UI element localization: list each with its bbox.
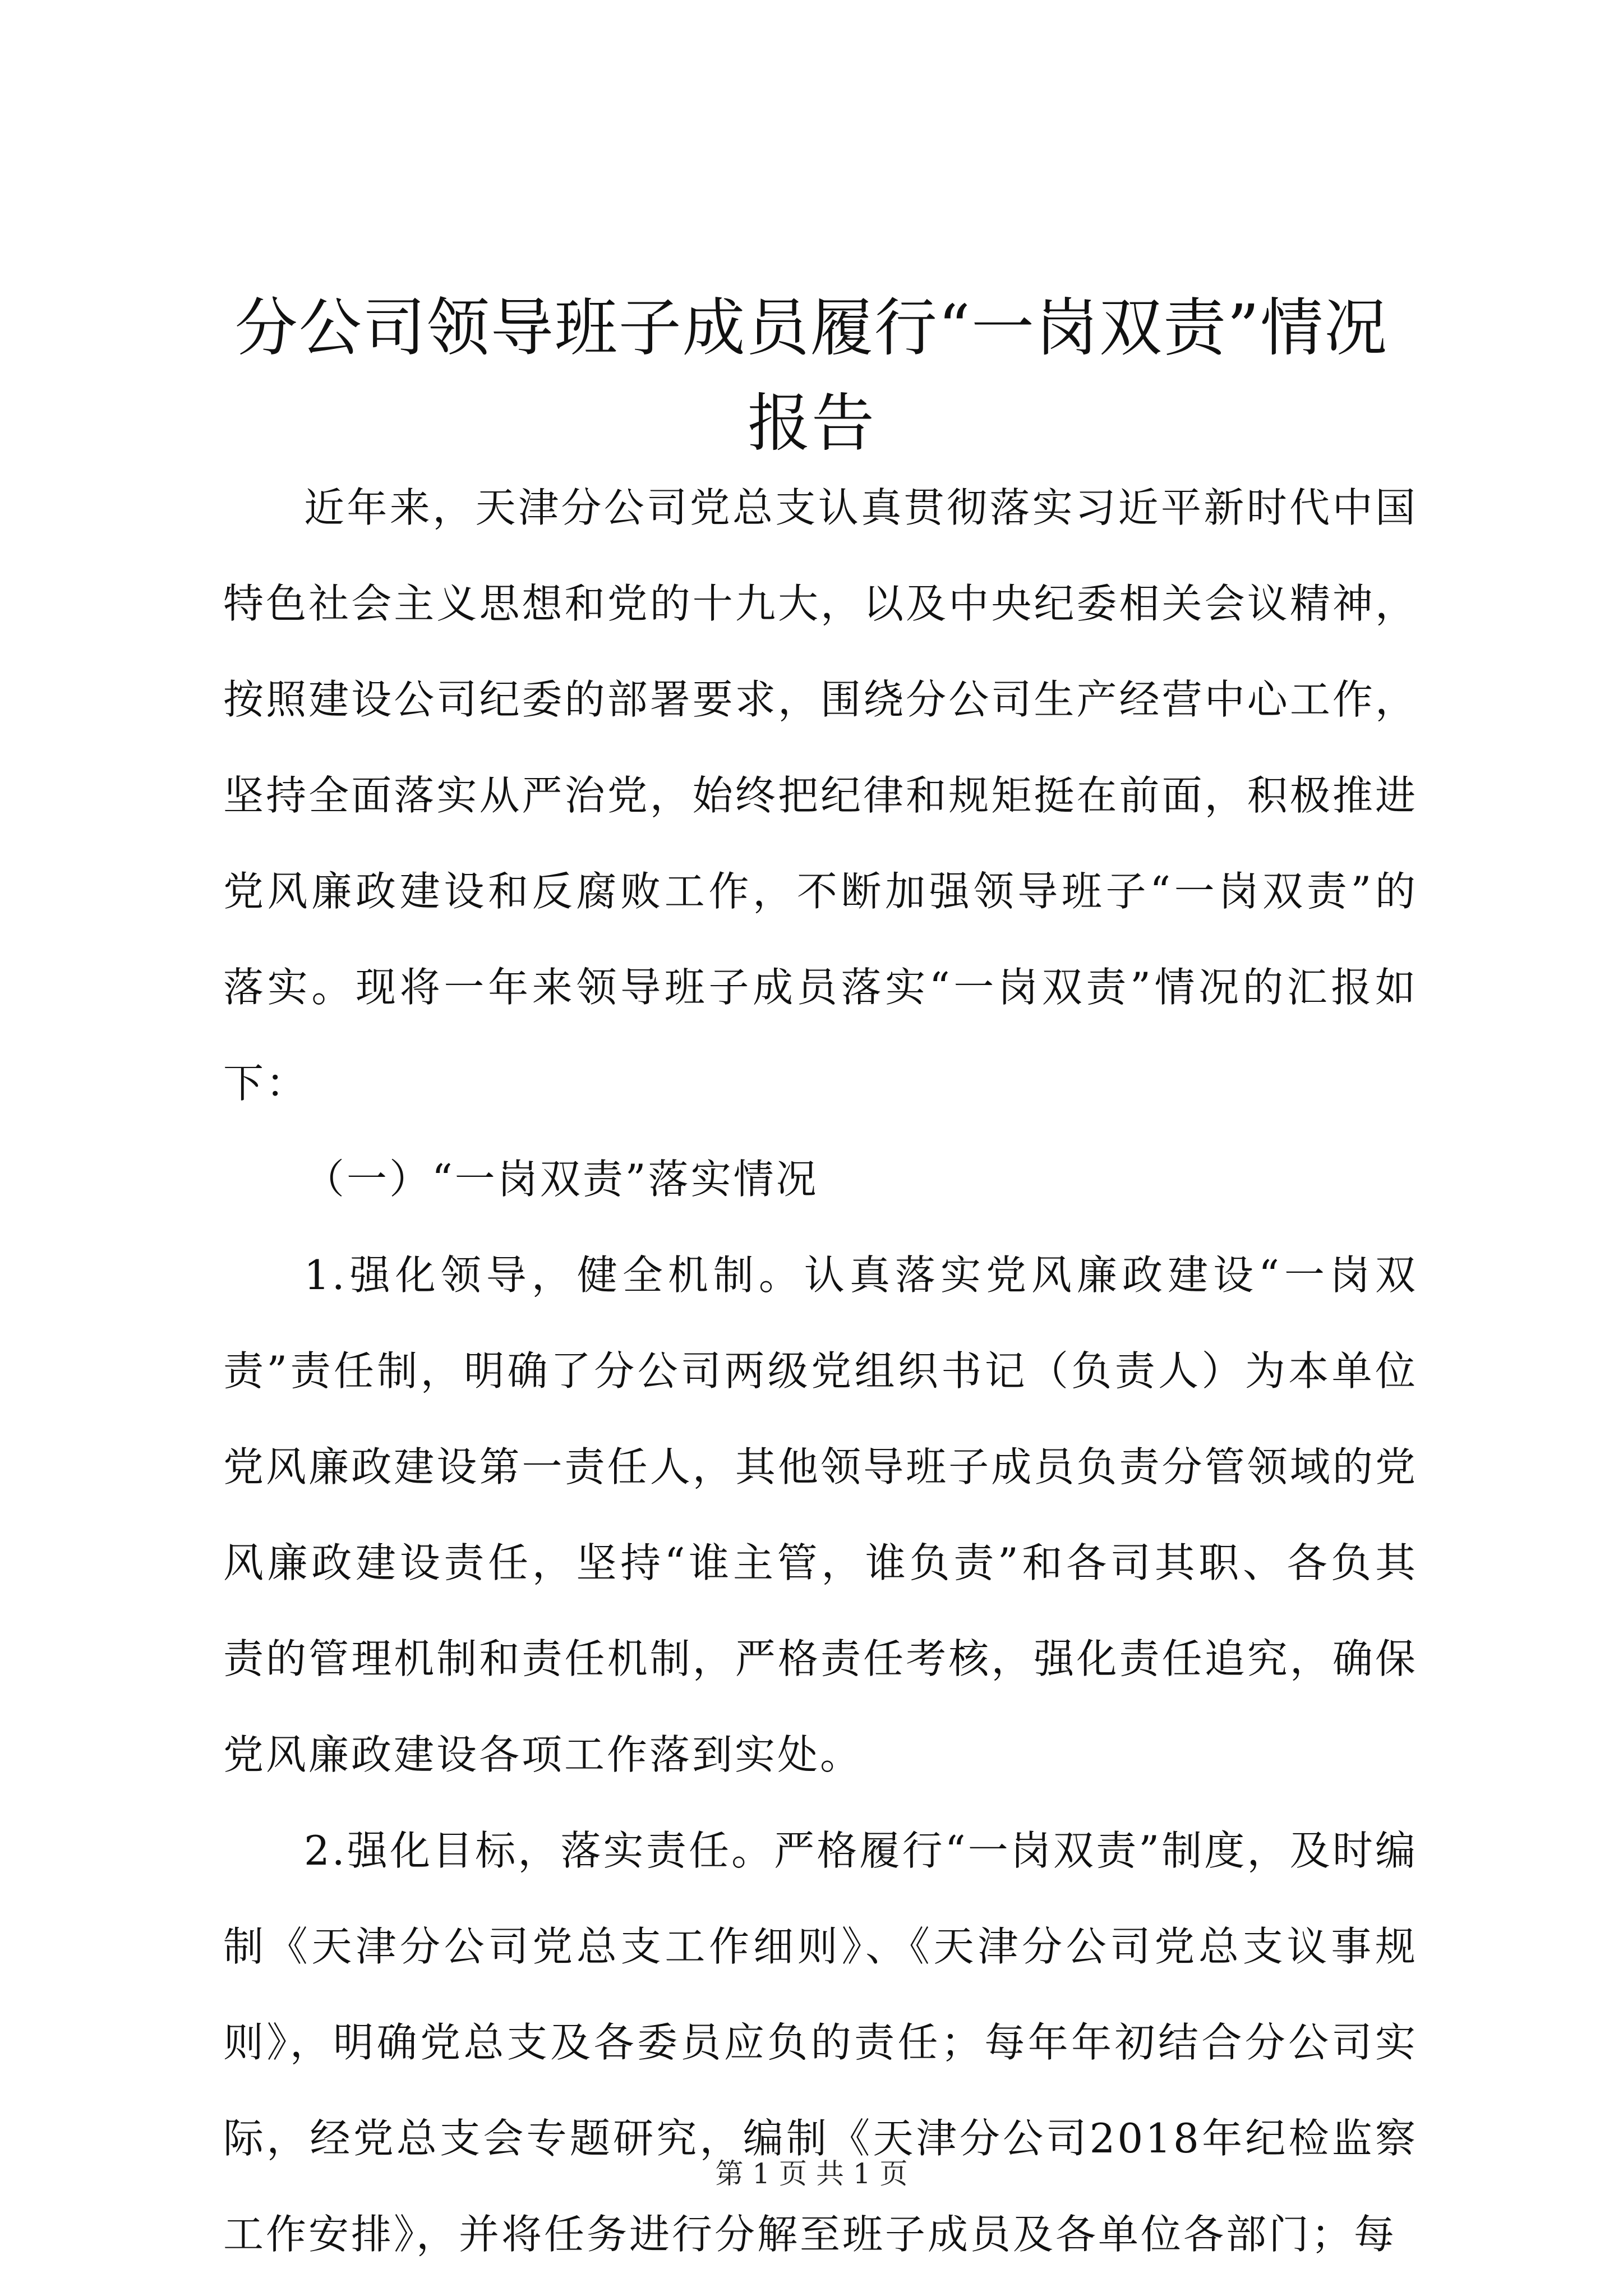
paragraph-intro: 近年来，天津分公司党总支认真贯彻落实习近平新时代中国特色社会主义思想和党的十九大，以及中央纪委相关会议精神，按照建设公司纪委的部署要求，围绕分公司生产经营中心工作，坚持全面落实从严治党，始终把纪律和规矩挺在前面，积极推进党风廉政建设和反腐败工作，不断加强领导班子“一岗双责”的落实。现将一年来领导班子成员落实“一岗双责”情况的汇报如下：: [223, 484, 1418, 1107]
section-heading: （一）“一岗双责”落实情况: [304, 1156, 819, 1203]
paragraph-item-1: 1.强化领导，健全机制。认真落实党风廉政建设“一岗双责”责任制，明确了分公司两级党组织书记（负责人）为本单位党风廉政建设第一责任人，其他领导班子成员负责分管领域的党风廉政建设责任，坚持“谁主管，谁负责”和各司其职、各负其责的管理机制和责任机制，严格责任考核，强化责任追究，确保党风廉政建设各项工作落到实处。: [223, 1251, 1418, 1778]
document-title: 分公司领导班子成员履行“一岗双责”情况报告: [234, 292, 1389, 460]
page-footer: 第 1 页 共 1 页: [715, 2157, 908, 2190]
document-body: [223, 460, 1418, 2283]
paragraph-item-2: 2.强化目标，落实责任。严格履行“一岗双责”制度，及时编制《天津分公司党总支工作细则》、《天津分公司党总支议事规则》，明确党总支及各委员应负的责任；每年年初结合分公司实际，经党总支会专题研究，编制《天津分公司2018年纪检监察工作安排》，并将任务进行分解至班子成员及各单位各部门；每: [223, 1827, 1418, 2258]
